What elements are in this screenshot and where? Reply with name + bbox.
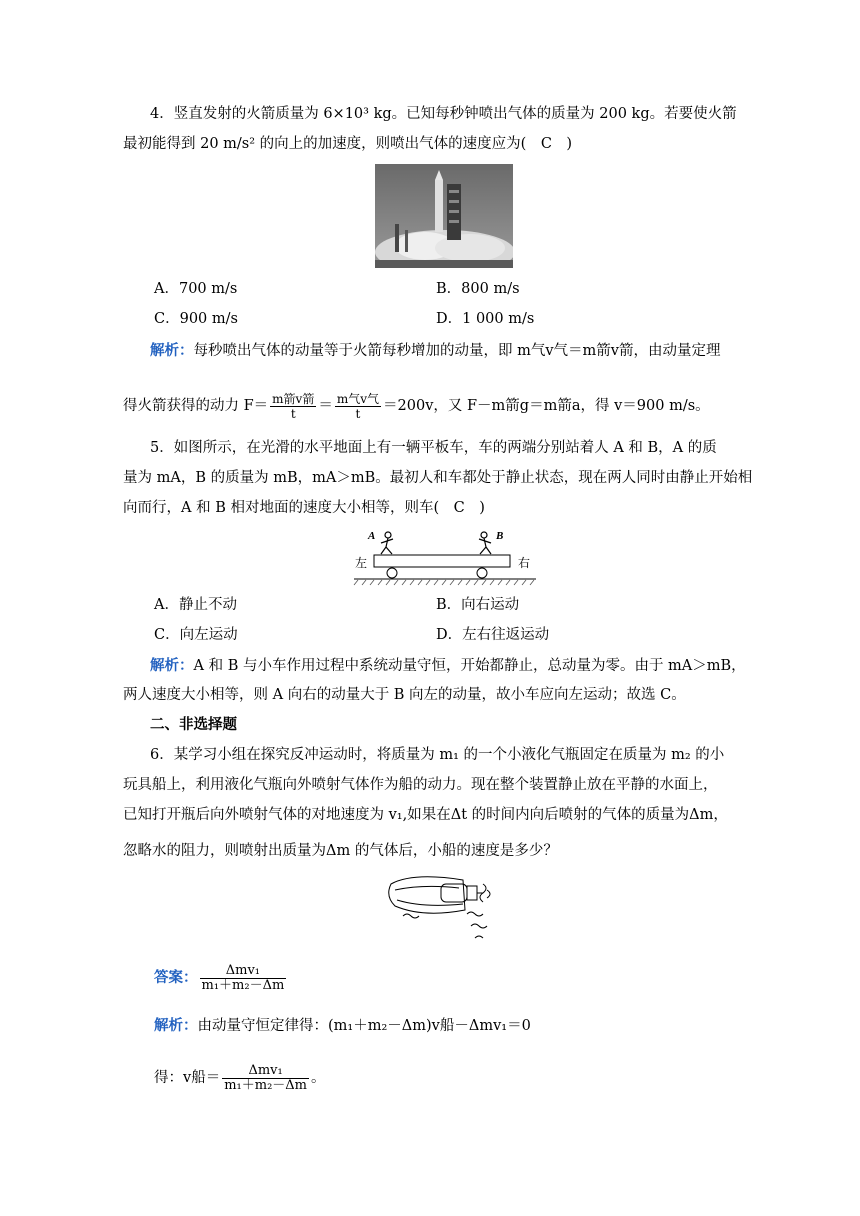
q4-option-d: D．1 000 m/s [436, 311, 535, 327]
fig-label-a: A [368, 530, 376, 542]
fig-label-b: B [496, 530, 504, 542]
toy-boat-figure [383, 866, 503, 946]
rocket-launch-photo [375, 164, 513, 268]
q6-line1: 6．某学习小组在探究反冲运动时，将质量为 m₁ 的一个小液化气瓶固定在质量为 m₂ 的小 [150, 747, 725, 763]
q4-line2: 最初能得到 20 m/s² 的向上的加速度，则喷出气体的速度应为( C ) [123, 136, 573, 152]
q4-fraction-rocket: $\frac{\text{m箭v箭}}{t}$ [272, 391, 315, 421]
q4-fraction-gas: $\frac{\text{m气v气}}{t}$ [336, 391, 380, 421]
q6-analysis-line1 [154, 1016, 531, 1036]
q6-result-fraction: $\frac{\text{Δmv₁}}{\text{m₁＋m₂－Δm}}$ [224, 1062, 307, 1093]
q4-equals: ＝ [318, 398, 333, 414]
q5-option-c: C．向左运动 [154, 627, 238, 643]
fig-label-left: 左 [355, 556, 368, 570]
q4-analysis-line1 [150, 341, 721, 361]
q5-option-b: B．向右运动 [436, 597, 520, 613]
q5-option-a: A．静止不动 [154, 597, 237, 613]
q4-analysis-line2 [123, 388, 710, 424]
q6-answer [154, 958, 288, 998]
q6-answer-label: 答案： [154, 969, 198, 986]
q5-analysis-label: 解析： [150, 657, 194, 674]
q4-analysis-label: 解析： [150, 342, 194, 359]
q6-result-prefix: 得：v船＝ [154, 1070, 221, 1086]
q6-line4: 忽略水的阻力，则喷射出质量为Δm 的气体后，小船的速度是多少？ [123, 843, 558, 859]
q4-line1: 4．竖直发射的火箭质量为 6×10³ kg。已知每秒钟喷出气体的质量为 200 kg。若要使火箭 [150, 106, 737, 122]
q6-line2: 玩具船上，利用液化气瓶向外喷射气体作为船的动力。现在整个装置静止放在平静的水面上， [123, 777, 718, 793]
q5-line2: 量为 mA，B 的质量为 mB，mA＞mB。最初人和车都处于静止状态，现在两人同时由静止开始相 [123, 470, 753, 486]
q5-option-d: D．左右往返运动 [436, 627, 550, 643]
fig-label-right: 右 [518, 556, 531, 570]
section-heading-non-choice: 二、非选择题 [150, 716, 237, 733]
q4-option-b: B．800 m/s [436, 281, 520, 297]
cart-diagram [350, 525, 540, 587]
q4-analysis-text2b: ＝200v，又 F－m箭g＝m箭a，得 v＝900 m/s。 [383, 398, 710, 414]
q4-analysis-text1: 每秒喷出气体的动量等于火箭每秒增加的动量，即 m气v气＝m箭v箭，由动量定理 [193, 343, 721, 359]
q5-analysis-line2: 两人速度大小相等，则 A 向右的动量大于 B 向左的动量，故小车应向左运动；故选 C。 [123, 687, 686, 703]
q5-line3: 向而行，A 和 B 相对地面的速度大小相等，则车( C ) [123, 500, 485, 516]
q4-analysis-text2a: 得火箭获得的动力 F＝ [123, 398, 269, 414]
q5-analysis-line1 [150, 656, 746, 676]
q6-analysis-text1: 由动量守恒定律得：(m₁＋m₂－Δm)v船－Δmv₁＝0 [197, 1018, 531, 1034]
q6-answer-fraction: $\frac{\text{Δmv₁}}{\text{m₁＋m₂－Δm}}$ [201, 962, 285, 993]
q5-line1: 5．如图所示，在光滑的水平地面上有一辆平板车，车的两端分别站着人 A 和 B，A 的质 [150, 440, 717, 456]
q6-analysis-label: 解析： [154, 1017, 198, 1034]
q5-analysis-text1: A 和 B 与小车作用过程中系统动量守恒，开始都静止，总动量为零。由于 mA＞mB， [193, 658, 746, 674]
q4-option-a: A．700 m/s [154, 281, 238, 297]
q4-option-c: C．900 m/s [154, 311, 238, 327]
q6-result [154, 1058, 326, 1098]
q6-line3: 已知打开瓶后向外喷射气体的对地速度为 v₁,如果在Δt 的时间内向后喷射的气体的质量为Δm， [123, 807, 728, 823]
q6-result-suffix: 。 [311, 1070, 326, 1086]
